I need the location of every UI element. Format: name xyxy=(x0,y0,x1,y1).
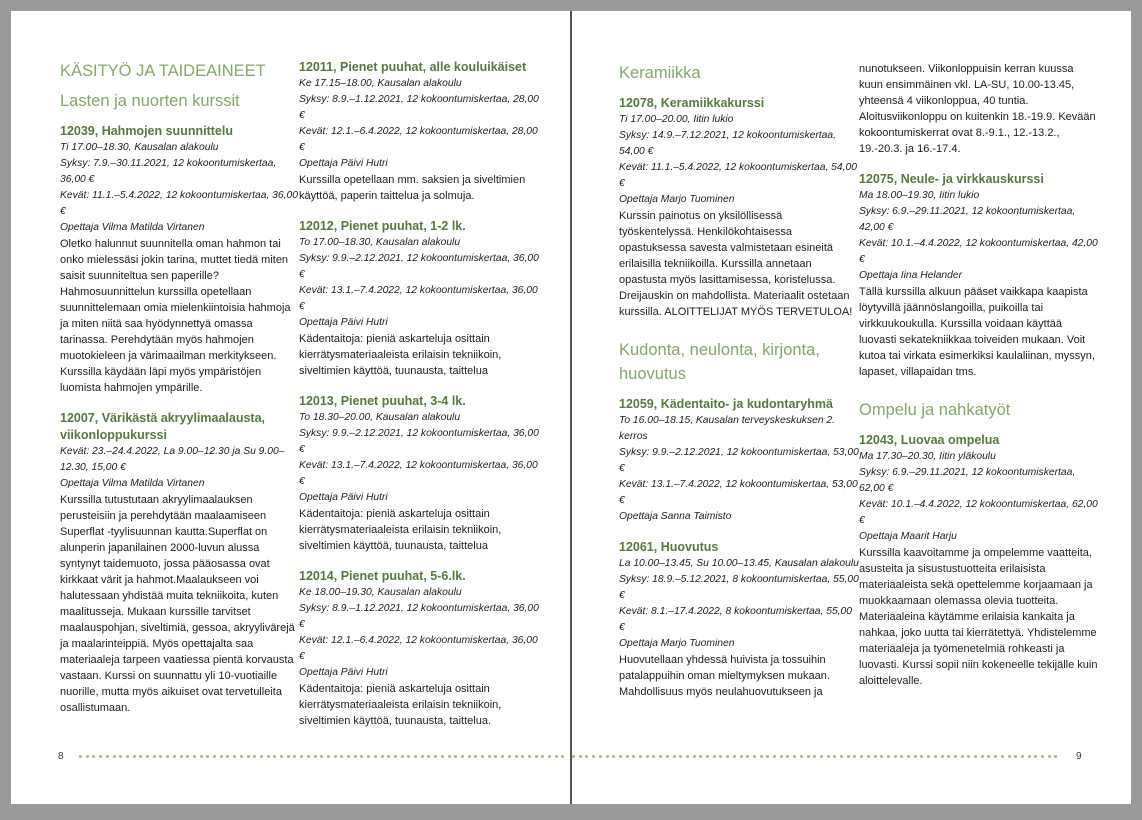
rule-dot xyxy=(900,755,903,758)
course-title: 12075, Neule- ja virkkauskurssi xyxy=(859,172,1044,186)
rule-dot xyxy=(1034,755,1037,758)
rule-dot xyxy=(639,755,642,758)
section-title-keramiikka: Keramiikka xyxy=(619,64,701,82)
rule-dot xyxy=(407,755,410,758)
rule-dot xyxy=(666,755,669,758)
rule-dot xyxy=(807,755,810,758)
rule-dot xyxy=(994,755,997,758)
rule-dot xyxy=(494,755,497,758)
rule-dot xyxy=(894,755,897,758)
course-meta-line: Opettaja Päivi Hutri xyxy=(299,667,388,678)
rule-dot xyxy=(481,755,484,758)
course-description: Kurssilla opetellaan mm. saksien ja siveltimien käyttöä, paperin taittelua ja solmuja. xyxy=(299,174,526,202)
rule-dot xyxy=(954,755,957,758)
rule-dot xyxy=(461,755,464,758)
rule-dot xyxy=(92,755,95,758)
rule-dot xyxy=(699,755,702,758)
rule-dot xyxy=(180,755,183,758)
course-meta-line: Opettaja Sanna Taimisto xyxy=(619,511,732,522)
course-entry xyxy=(619,396,859,525)
course-meta-line: Kevät: 13.1.–7.4.2022, 12 kokoontumiskertaa, 53,00 € xyxy=(619,479,858,506)
rule-dot xyxy=(847,755,850,758)
rule-dot xyxy=(240,755,243,758)
rule-dot xyxy=(166,755,169,758)
rule-dot xyxy=(454,755,457,758)
course-meta-line: Ti 17.00–18.30, Kausalan alakoulu xyxy=(60,142,219,153)
rule-dot xyxy=(401,755,404,758)
course-description: Huovutellaan yhdessä huivista ja tossuihin patalappuihin oman mieltymyksen mukaan. Mahdollisuus myös neulahuovutukseen ja xyxy=(619,654,830,698)
rule-dot xyxy=(833,755,836,758)
rule-dot xyxy=(113,755,116,758)
rule-dot xyxy=(86,755,89,758)
section-title-kudonta: Kudonta, neulonta, kirjonta, huovutus xyxy=(619,341,820,383)
rule-dot xyxy=(679,755,682,758)
course-title: 12043, Luovaa ompelua xyxy=(859,433,1000,447)
rule-dot xyxy=(146,755,149,758)
rule-dot xyxy=(840,755,843,758)
rule-dot xyxy=(773,755,776,758)
rule-dot xyxy=(414,755,417,758)
course-meta-line: Opettaja Vilma Matilda Virtanen xyxy=(60,478,205,489)
course-meta-line: La 10.00–13.45, Su 10.00–13.45, Kausalan alakoulu xyxy=(619,558,859,569)
course-entry xyxy=(619,539,859,700)
rule-dot xyxy=(887,755,890,758)
rule-dot xyxy=(673,755,676,758)
course-description: Kurssilla tutustutaan akryylimaalauksen perusteisiin ja perehdytään maalaamiseen Superflat -tyylisuunnan kautta.Superflat on alunperin japanilainen 2000-luvun alussa syntynyt taidemuoto, jossa pääosassa ovat kirkkaat värit ja hahmot.Maalaukseen voi halutessaan yhdistää muita tekniikoita, kuten maalitusseja. Mukaan kurssille tarvitset maalauspohjan, siveltimiä, gessoa, akryylivärejä ja maalarinteippiä. Myös opettajalta saa materiaaleja tarpeen vaatiessa pientä korvausta vastaan. Kurssi on suunnattu yli 10-vuotiaille nuorille, mutta myös aikuiset ovat tervetulleita osallistumaan. xyxy=(60,494,295,714)
rule-dot xyxy=(934,755,937,758)
course-meta-line: Ma 18.00–19.30, Iitin lukio xyxy=(859,190,980,201)
rule-dot xyxy=(659,755,662,758)
course-title: 12039, Hahmojen suunnittelu xyxy=(60,124,233,138)
course-title: 12011, Pienet puuhat, alle kouluikäiset xyxy=(299,60,527,74)
course-description: Kurssin painotus on yksilöllisessä työskentelyssä. Henkilökohtaisessa opastuksessa savesta valmistetaan esineitä erilaisilla tekniikoilla. Kurssilla annetaan opastusta myös lasittamisessa, koristelussa. Dreijauskin on mahdollista. Materiaalit ostetaan kurssilla. ALOITTELIJAT MYÖS TERVETULOA! xyxy=(619,210,853,318)
left-page xyxy=(11,11,570,804)
left-column-1 xyxy=(60,59,300,730)
rule-dot xyxy=(528,755,531,758)
rule-dot xyxy=(793,755,796,758)
rule-dot xyxy=(874,755,877,758)
rule-dot xyxy=(213,755,216,758)
rule-dot xyxy=(1001,755,1004,758)
course-entry xyxy=(859,432,1099,689)
rule-dot xyxy=(159,755,162,758)
rule-dot xyxy=(693,755,696,758)
course-meta-line: Ke 17.15–18.00, Kausalan alakoulu xyxy=(299,78,462,89)
course-meta-line: Ti 17.00–20.00, Iitin lukio xyxy=(619,114,734,125)
course-meta-line: Opettaja Iina Helander xyxy=(859,270,963,281)
rule-dot xyxy=(941,755,944,758)
rule-dot xyxy=(153,755,156,758)
course-meta-line: To 16.00–18.15, Kausalan terveyskeskuksen 2. kerros xyxy=(619,415,835,442)
course-meta-line: Opettaja Marjo Tuominen xyxy=(619,638,735,649)
course-description: Kädentaitoja: pieniä askarteluja osittain kierrätysmateriaaleista erilaisin tekniikoin, siveltimien käyttöä, tuunausta, taittelua xyxy=(299,508,502,552)
course-meta-line: Syksy: 8.9.–1.12.2021, 12 kokoontumiskertaa, 28,00 € xyxy=(299,94,539,121)
course-meta-line: Syksy: 18.9.–5.12.2021, 8 kokoontumiskertaa, 55,00 € xyxy=(619,574,859,601)
rule-dot xyxy=(592,755,595,758)
rule-dot xyxy=(987,755,990,758)
rule-dot xyxy=(501,755,504,758)
rule-dot xyxy=(133,755,136,758)
course-description: Oletko halunnut suunnitella oman hahmon tai onko mielessäsi jokin tarina, muttet tiedä miten saisit suunniteltua sen paperille? Hahmosuunnittelun kurssilla opetellaan suunnittelemaan omia mielenkiintoisia hahmoja ja miten niitä saa hyödynnettyä omassa tarinassa. Perehdytään myös hahmojen muotokieleen ja värimaailman merkitykseen. Kurssilla käydään läpi myös ympäristöjen luomista hahmojen ympärille. xyxy=(60,238,291,394)
course-meta-line: Ke 18.00–19.30, Kausalan alakoulu xyxy=(299,587,462,598)
course-entry xyxy=(299,393,539,554)
course-meta-line: Ma 17.30–20.30, Iitin yläkoulu xyxy=(859,451,996,462)
rule-dot xyxy=(920,755,923,758)
course-list xyxy=(619,396,859,700)
course-title: 12012, Pienet puuhat, 1-2 lk. xyxy=(299,219,466,233)
section-title-lasten: Lasten ja nuorten kurssit xyxy=(60,92,240,110)
rule-dot xyxy=(394,755,397,758)
course-meta-line: Syksy: 8.9.–1.12.2021, 12 kokoontumiskertaa, 36,00 € xyxy=(299,603,539,630)
course-meta-line: Syksy: 6.9.–29.11.2021, 12 kokoontumiskertaa, 42,00 € xyxy=(859,206,1076,233)
rule-dot xyxy=(387,755,390,758)
rule-dot xyxy=(599,755,602,758)
page-number-right: 9 xyxy=(1076,751,1082,762)
course-entry xyxy=(619,95,859,320)
rule-dot xyxy=(247,755,250,758)
rule-dot xyxy=(541,755,544,758)
rule-dot xyxy=(981,755,984,758)
page-number-left: 8 xyxy=(58,751,64,762)
course-list xyxy=(60,123,300,716)
course-title: 12061, Huovutus xyxy=(619,540,719,554)
rule-dot xyxy=(287,755,290,758)
course-title: 12013, Pienet puuhat, 3-4 lk. xyxy=(299,394,466,408)
rule-dot xyxy=(646,755,649,758)
course-meta-line: Syksy: 9.9.–2.12.2021, 12 kokoontumiskertaa, 36,00 € xyxy=(299,428,539,455)
course-title: 12078, Keramiikkakurssi xyxy=(619,96,765,110)
rule-dot xyxy=(585,755,588,758)
rule-dot xyxy=(488,755,491,758)
course-meta-line: Opettaja Päivi Hutri xyxy=(299,492,388,503)
course-list xyxy=(859,432,1099,689)
rule-dot xyxy=(974,755,977,758)
rule-dot xyxy=(327,755,330,758)
right-column-1 xyxy=(619,61,859,714)
rule-dot xyxy=(733,755,736,758)
rule-dot xyxy=(374,755,377,758)
rule-dot xyxy=(561,755,564,758)
rule-dot xyxy=(606,755,609,758)
left-column-2 xyxy=(299,59,539,743)
course-meta-line: Kevät: 11.1.–5.4.2022, 12 kokoontumiskertaa, 36,00 € xyxy=(60,190,298,217)
course-meta-line: Opettaja Maarit Harju xyxy=(859,531,957,542)
rule-dot xyxy=(300,755,303,758)
rule-dot xyxy=(572,755,575,758)
rule-dot xyxy=(340,755,343,758)
course-meta-line: Kevät: 8.1.–17.4.2022, 8 kokoontumiskertaa, 55,00 € xyxy=(619,606,852,633)
rule-dot xyxy=(853,755,856,758)
rule-dot xyxy=(515,755,518,758)
course-title: 12059, Kädentaito- ja kudontaryhmä xyxy=(619,397,833,411)
rule-dot xyxy=(548,755,551,758)
course-meta-line: Kevät: 10.1.–4.4.2022, 12 kokoontumiskertaa, 62,00 € xyxy=(859,499,1098,526)
course-meta-line: Kevät: 12.1.–6.4.2022, 12 kokoontumiskertaa, 36,00 € xyxy=(299,635,538,662)
course-meta-line: Kevät: 11.1.–5.4.2022, 12 kokoontumiskertaa, 54,00 € xyxy=(619,162,857,189)
rule-dot xyxy=(632,755,635,758)
rule-dot xyxy=(226,755,229,758)
course-entry xyxy=(299,568,539,729)
rule-dot xyxy=(1048,755,1051,758)
rule-dot xyxy=(200,755,203,758)
rule-dot xyxy=(1008,755,1011,758)
rule-dot xyxy=(880,755,883,758)
rule-dot xyxy=(106,755,109,758)
rule-dot xyxy=(253,755,256,758)
course-description: Kädentaitoja: pieniä askarteluja osittain kierrätysmateriaaleista erilaisin tekniikoin, siveltimien käyttöä, tuunausta, taittelua xyxy=(299,333,502,377)
rule-dot xyxy=(760,755,763,758)
rule-dot xyxy=(334,755,337,758)
rule-dot xyxy=(314,755,317,758)
rule-dot xyxy=(220,755,223,758)
rule-dot xyxy=(753,755,756,758)
course-meta-line: Syksy: 9.9.–2.12.2021, 12 kokoontumiskertaa, 53,00 € xyxy=(619,447,859,474)
course-meta-line: Opettaja Marjo Tuominen xyxy=(619,194,735,205)
rule-dot xyxy=(827,755,830,758)
rule-dot xyxy=(1041,755,1044,758)
course-meta-line: Kevät: 13.1.–7.4.2022, 12 kokoontumiskertaa, 36,00 € xyxy=(299,460,538,487)
course-meta-line: Kevät: 23.–24.4.2022, La 9.00–12.30 ja Su 9.00–12.30, 15,00 € xyxy=(60,446,285,473)
rule-dot xyxy=(740,755,743,758)
rule-dot xyxy=(206,755,209,758)
rule-dot xyxy=(719,755,722,758)
course-entry xyxy=(60,410,300,716)
rule-dot xyxy=(961,755,964,758)
rule-dot xyxy=(186,755,189,758)
rule-dot xyxy=(780,755,783,758)
rule-dot xyxy=(474,755,477,758)
rule-dot xyxy=(79,755,82,758)
rule-dot xyxy=(726,755,729,758)
rule-dot xyxy=(927,755,930,758)
course-meta-line: To 17.00–18.30, Kausalan alakoulu xyxy=(299,237,461,248)
course-meta-line: To 18.30–20.00, Kausalan alakoulu xyxy=(299,412,461,423)
rule-dot xyxy=(367,755,370,758)
rule-dot xyxy=(293,755,296,758)
rule-dot xyxy=(626,755,629,758)
rule-dot xyxy=(786,755,789,758)
course-title: 12007, Värikästä akryylimaalausta, viikonloppukurssi xyxy=(60,411,266,442)
rule-dot xyxy=(1021,755,1024,758)
rule-dot xyxy=(427,755,430,758)
rule-dot xyxy=(619,755,622,758)
rule-dot xyxy=(434,755,437,758)
course-meta-line: Kevät: 13.1.–7.4.2022, 12 kokoontumiskertaa, 36,00 € xyxy=(299,285,538,312)
rule-dot xyxy=(860,755,863,758)
rule-dot xyxy=(967,755,970,758)
rule-dot xyxy=(521,755,524,758)
rule-dot xyxy=(947,755,950,758)
course-description: Tällä kurssilla alkuun pääset vaikkapa kaapista löytyvillä jäännöslangoilla, puikoilla tai virkkuukoukulla. Kurssilla voidaan käyttää luovasti sekatekniikkaa toiveiden mukaan. Voit kutoa tai virkata esimerkiksi kaulaliinan, myssyn, lapaset, villapaidan tms. xyxy=(859,286,1095,378)
rule-dot xyxy=(193,755,196,758)
rule-dot xyxy=(421,755,424,758)
rule-dot xyxy=(448,755,451,758)
rule-dot xyxy=(280,755,283,758)
rule-dot xyxy=(686,755,689,758)
rule-dot xyxy=(360,755,363,758)
right-page xyxy=(572,11,1131,804)
rule-dot xyxy=(468,755,471,758)
course-meta-line: Opettaja Päivi Hutri xyxy=(299,158,388,169)
rule-dot xyxy=(1028,755,1031,758)
rule-dot xyxy=(99,755,102,758)
rule-dot xyxy=(267,755,270,758)
rule-dot xyxy=(354,755,357,758)
course-entry xyxy=(299,218,539,379)
rule-dot xyxy=(441,755,444,758)
course-entry xyxy=(299,59,539,204)
rule-dot xyxy=(1014,755,1017,758)
main-title: KÄSITYÖ JA TAIDEAINEET xyxy=(60,62,266,80)
rule-dot xyxy=(535,755,538,758)
course-meta-line: Kevät: 10.1.–4.4.2022, 12 kokoontumiskertaa, 42,00 € xyxy=(859,238,1098,265)
rule-dot xyxy=(347,755,350,758)
rule-dot xyxy=(766,755,769,758)
rule-dot xyxy=(713,755,716,758)
rule-dot xyxy=(612,755,615,758)
rule-dot xyxy=(813,755,816,758)
rule-dot xyxy=(820,755,823,758)
rule-dot xyxy=(273,755,276,758)
course-meta-line: Syksy: 14.9.–7.12.2021, 12 kokoontumiskertaa, 54,00 € xyxy=(619,130,836,157)
rule-dot xyxy=(233,755,236,758)
course-description: Kurssilla kaavoitamme ja ompelemme vaatteita, asusteita ja sisustustuotteita erilaisista materiaaleista sekä opettelemme korjaamaan ja muokkaamaan olemassa olevia tuotteita. Materiaaleina käytämme erilaisia kankaita ja nahkaa, joko uutta tai kierrätettyä. Yhdistelemme materiaaleja ja työmenetelmiä rohkeasti ja luovasti. Kurssi sopii niin kokeneelle tekijälle kuin aloittelevalle. xyxy=(859,547,1098,687)
course-meta-line: Opettaja Vilma Matilda Virtanen xyxy=(60,222,205,233)
rule-dot xyxy=(867,755,870,758)
rule-dot xyxy=(173,755,176,758)
rule-dot xyxy=(907,755,910,758)
rule-dot xyxy=(800,755,803,758)
rule-dot xyxy=(914,755,917,758)
course-meta-line: Kevät: 12.1.–6.4.2022, 12 kokoontumiskertaa, 28,00 € xyxy=(299,126,538,153)
rule-dot xyxy=(381,755,384,758)
rule-dot xyxy=(320,755,323,758)
dotted-rule-left xyxy=(79,755,570,759)
rule-dot xyxy=(652,755,655,758)
rule-dot xyxy=(307,755,310,758)
course-description: Kädentaitoja: pieniä askarteluja osittain kierrätysmateriaaleista erilaisin tekniikoin, siveltimien käyttöä, tuunausta, taittelua. xyxy=(299,683,502,727)
rule-dot xyxy=(139,755,142,758)
rule-dot xyxy=(1054,755,1057,758)
course-title: 12014, Pienet puuhat, 5-6.lk. xyxy=(299,569,466,583)
course-meta-line: Syksy: 7.9.–30.11.2021, 12 kokoontumiskertaa, 36,00 € xyxy=(60,158,277,185)
course-meta-line: Syksy: 9.9.–2.12.2021, 12 kokoontumiskertaa, 36,00 € xyxy=(299,253,539,280)
rule-dot xyxy=(119,755,122,758)
rule-dot xyxy=(746,755,749,758)
rule-dot xyxy=(126,755,129,758)
course-list xyxy=(299,59,539,729)
course-list xyxy=(859,171,1099,380)
rule-dot xyxy=(706,755,709,758)
course-entry xyxy=(60,123,300,396)
rule-dot xyxy=(508,755,511,758)
dotted-rule-right xyxy=(572,755,1064,759)
rule-dot xyxy=(555,755,558,758)
rule-dot xyxy=(579,755,582,758)
course-entry xyxy=(859,171,1099,380)
section-title-ompelu: Ompelu ja nahkatyöt xyxy=(859,401,1011,419)
course-list xyxy=(619,95,859,320)
course-meta-line: Opettaja Päivi Hutri xyxy=(299,317,388,328)
course-meta-line: Syksy: 6.9.–29.11.2021, 12 kokoontumiskertaa, 62,00 € xyxy=(859,467,1076,494)
continued-text: nunotukseen. Viikonloppuisin kerran kuussa kuun ensimmäinen vkl. LA-SU, 10.00-13.45, yhteensä 4 viikonloppua, 40 tuntia. Aloitusviikonloppu on kuitenkin 18.-19.9. Kevään kokoontumiskerrat ovat 8.-9.1., 12.-13.2., 19.-20.3. ja 16.-17.4. xyxy=(859,63,1096,155)
right-column-2 xyxy=(859,61,1099,703)
rule-dot xyxy=(260,755,263,758)
